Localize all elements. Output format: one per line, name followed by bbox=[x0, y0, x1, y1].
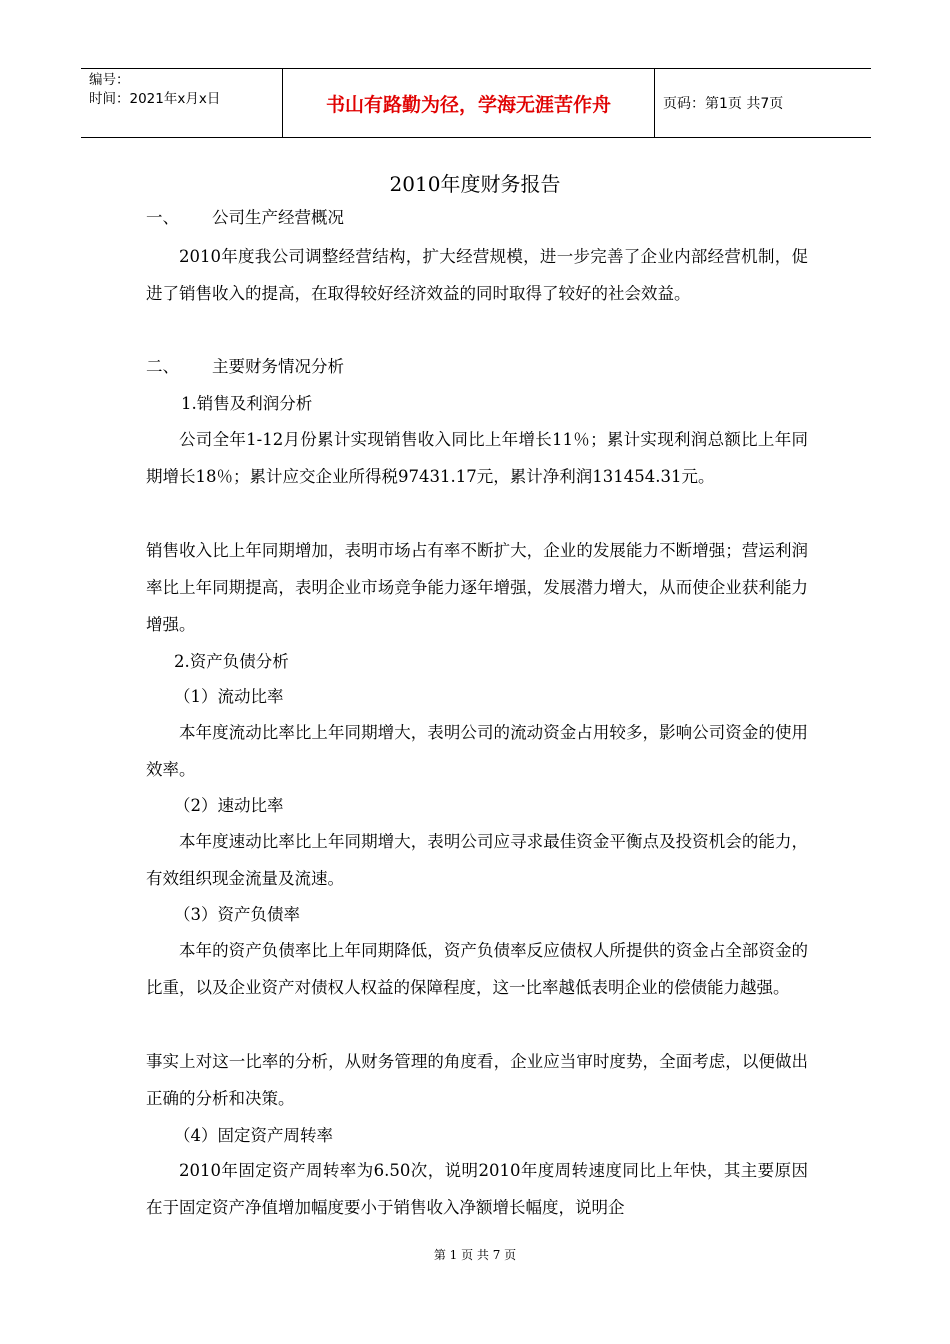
paragraph: 本年的资产负债率比上年同期降低，资产负债率反应债权人所提供的资金占全部资金的比重，以及企业资产对债权人权益的保障程度，这一比率越低表明企业的偿债能力越强。 bbox=[146, 941, 808, 997]
page-footer: 第 1 页 共 7 页 bbox=[433, 1248, 517, 1262]
header-left-cell bbox=[81, 69, 282, 137]
paragraph: 公司全年1-12月份累计实现销售收入同比上年增长11％；累计实现利润总额比上年同期增长18％；累计应交企业所得税97431.17元，累计净利润131454.31元。 bbox=[146, 430, 808, 486]
paragraph: 本年度流动比率比上年同期增大，表明公司的流动资金占用较多，影响公司资金的使用效率。 bbox=[146, 723, 808, 779]
header-page-info: 页码：第1页 共7页 bbox=[663, 96, 784, 112]
header-motto: 书山有路勤为径，学海无涯苦作舟 bbox=[282, 69, 655, 137]
paragraph: 事实上对这一比率的分析，从财务管理的角度看，企业应当审时度势，全面考虑，以便做出正确的分析和决策。 bbox=[146, 1052, 808, 1108]
section-number: 一、 bbox=[146, 208, 179, 227]
item-heading: （4）固定资产周转率 bbox=[174, 1126, 333, 1145]
paragraph: 2010年度我公司调整经营结构，扩大经营规模，进一步完善了企业内部经营机制，促进了销售收入的提高，在取得较好经济效益的同时取得了较好的社会效益。 bbox=[146, 247, 808, 303]
paragraph: 2010年固定资产周转率为6.50次，说明2010年度周转速度同比上年快，其主要原因在于固定资产净值增加幅度要小于销售收入净额增长幅度，说明企 bbox=[146, 1161, 808, 1217]
item-heading: （1）流动比率 bbox=[174, 687, 284, 706]
subsection-heading: 2.资产负债分析 bbox=[174, 652, 289, 671]
subsection-heading: 1.销售及利润分析 bbox=[181, 394, 313, 413]
section-heading-2 bbox=[146, 355, 344, 379]
paragraph: 销售收入比上年同期增加，表明市场占有率不断扩大，企业的发展能力不断增强；营运利润率比上年同期提高，表明企业市场竞争能力逐年增强，发展潜力增大，从而使企业获利能力增强。 bbox=[146, 541, 808, 634]
item-heading: （2）速动比率 bbox=[174, 796, 284, 815]
document-date: 时间：2021年x月x日 bbox=[89, 91, 221, 107]
item-heading: （3）资产负债率 bbox=[174, 905, 300, 924]
section-title: 公司生产经营概况 bbox=[212, 208, 344, 227]
section-number: 二、 bbox=[146, 357, 179, 376]
paragraph: 本年度速动比率比上年同期增大，表明公司应寻求最佳资金平衡点及投资机会的能力，有效组织现金流量及流速。 bbox=[146, 832, 808, 888]
document-number-label: 编号： bbox=[89, 72, 130, 88]
document-title: 2010年度财务报告 bbox=[389, 172, 561, 196]
page-header bbox=[81, 68, 871, 138]
section-title: 主要财务情况分析 bbox=[212, 357, 344, 376]
section-heading-1 bbox=[146, 206, 344, 230]
